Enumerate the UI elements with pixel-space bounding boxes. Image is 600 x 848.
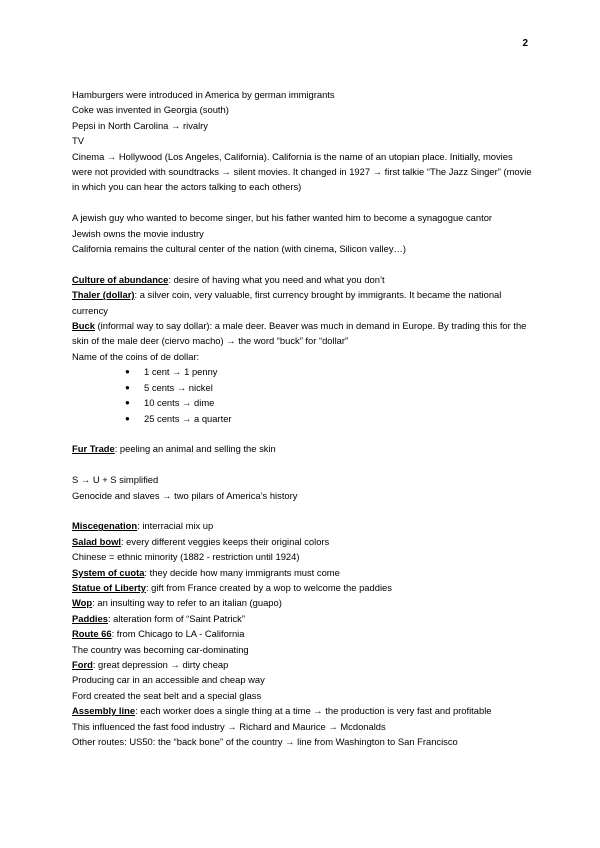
definition-text: : from Chicago to LA - California <box>111 628 245 640</box>
term: Culture of abundance <box>72 273 169 285</box>
definition-text: : a silver coin, very valuable, first currency brought by immigrants. It became the national currency <box>72 289 502 316</box>
text-line: This influenced the fast food industry → Richard and Maurice → Mcdonalds <box>72 720 386 732</box>
definition-system-of-cuota <box>72 565 532 580</box>
definition-fur-trade <box>72 441 532 456</box>
spacer <box>72 503 532 518</box>
definition-text: : great depression → dirty cheap <box>92 658 229 670</box>
definition-paddies <box>72 611 532 626</box>
definition-assembly-line <box>72 703 532 718</box>
definition-text: : each worker does a single thing at a time → the production is very fast and profitable <box>135 705 492 717</box>
document-body <box>72 87 532 749</box>
text-line: The country was becoming car-dominating <box>72 643 249 655</box>
text-line: Chinese = ethnic minority (1882 - restriction until 1924) <box>72 551 300 563</box>
definition-text: : desire of having what you need and what you don’t <box>168 273 385 285</box>
definition-text: : interracial mix up <box>137 520 214 532</box>
definition-culture <box>72 272 532 287</box>
text-line: California remains the cultural center of the nation (with cinema, Silicon valley…) <box>72 243 407 255</box>
text-line: Hamburgers were introduced in America by german immigrants <box>72 89 335 100</box>
definition-miscegenation <box>72 518 532 533</box>
spacer <box>72 195 532 210</box>
paragraph-cinema: Cinema → Hollywood (Los Angeles, California). California is the name of an utopian place. Initially, movies were not provided with soundtracks → silent movies. It changed in 1927 → first talkie “The Jazz Singer” (movie in which you can hear the actors talking to each others) <box>72 150 532 193</box>
text-line: Pepsi in North Carolina → rivalry <box>72 119 208 131</box>
term: Assembly line <box>72 705 136 717</box>
definition-ford <box>72 657 532 672</box>
text-line: A jewish guy who wanted to become singer, but his father wanted him to become a synagogue cantor <box>72 212 493 224</box>
definition-text: : every different veggies keeps their original colors <box>120 535 330 547</box>
spacer <box>72 457 532 472</box>
term: Statue of Liberty <box>72 581 146 593</box>
page-number: 2 <box>522 38 528 49</box>
spacer <box>72 256 532 271</box>
text-line: Producing car in an accessible and cheap way <box>72 674 265 686</box>
text-line: Name of the coins of de dollar: <box>72 350 200 362</box>
term: Route 66 <box>72 628 112 640</box>
list-item: ● 10 cents → dime <box>144 395 532 410</box>
definition-text: : peeling an animal and selling the skin <box>114 443 276 455</box>
text-line: Other routes: US50: the “back bone” of the country → line from Washington to San Francisco <box>72 735 458 747</box>
list-item: ● 1 cent → 1 penny <box>144 364 532 379</box>
list-item: ● 5 cents → nickel <box>144 380 532 395</box>
spacer <box>72 426 532 441</box>
term: Wop <box>72 597 93 609</box>
definition-statue-of-liberty <box>72 580 532 595</box>
text-line: Jewish owns the movie industry <box>72 227 204 239</box>
definition-route-66 <box>72 626 532 641</box>
definition-thaler <box>72 287 532 318</box>
text-line: S → U + S simplified <box>72 474 159 486</box>
text-line: Coke was invented in Georgia (south) <box>72 104 229 116</box>
text-line: TV <box>72 135 84 147</box>
definition-text: : an insulting way to refer to an italian (guapo) <box>92 597 282 609</box>
text-line: Genocide and slaves → two pilars of America’s history <box>72 489 298 501</box>
definition-text: : gift from France created by a wop to welcome the paddies <box>145 581 392 593</box>
term: Salad bowl <box>72 535 121 547</box>
definition-salad-bowl <box>72 534 532 549</box>
coins-list <box>72 364 532 426</box>
term: Thaler (dollar) <box>72 289 135 301</box>
term: Paddies <box>72 612 108 624</box>
definition-wop <box>72 595 532 610</box>
definition-text: : they decide how many immigrants must come <box>144 566 340 578</box>
text-line: Ford created the seat belt and a special glass <box>72 689 262 701</box>
term: Miscegenation <box>72 520 138 532</box>
list-item: ● 25 cents → a quarter <box>144 411 532 426</box>
definition-text: : alteration form of “Saint Patrick” <box>107 612 245 624</box>
definition-text: (informal way to say dollar): a male deer. Beaver was much in demand in Europe. By trading this for the skin of the male deer (ciervo macho) → the word “buck” for “dollar” <box>72 320 527 347</box>
term: Buck <box>72 320 95 332</box>
definition-buck <box>72 318 532 349</box>
term: Ford <box>72 658 93 670</box>
term: Fur Trade <box>72 443 115 455</box>
term: System of cuota <box>72 566 145 578</box>
